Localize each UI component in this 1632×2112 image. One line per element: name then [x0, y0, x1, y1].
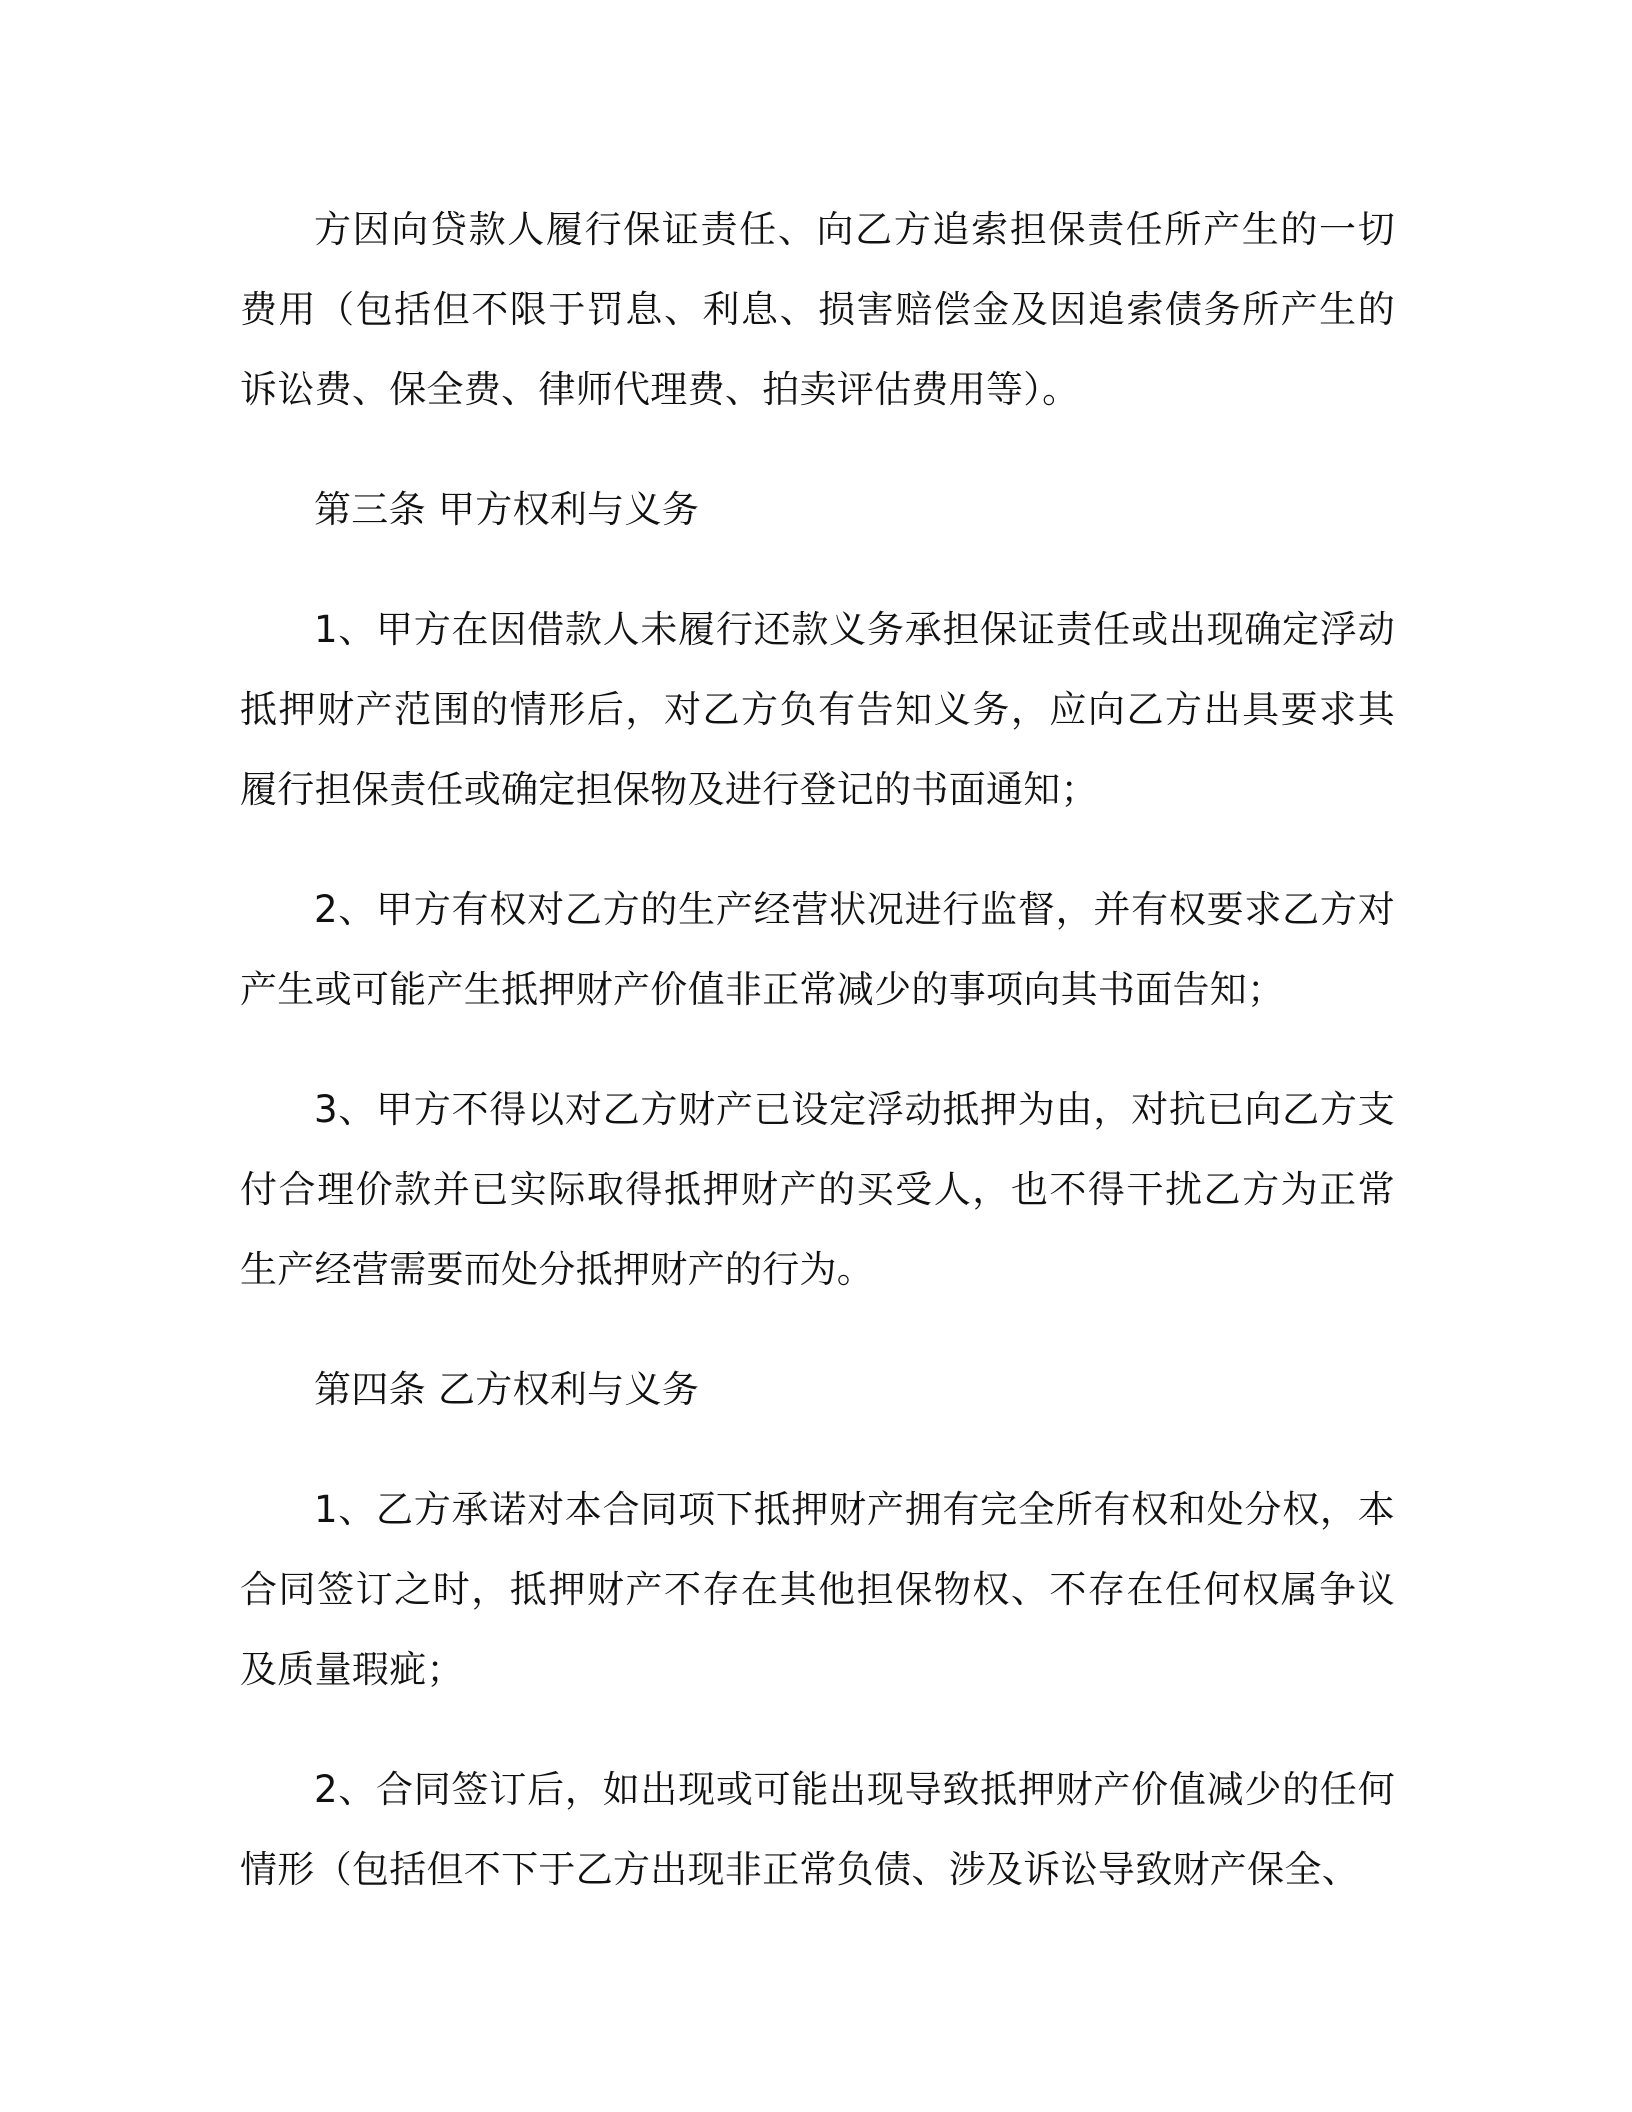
article-3-clause-2: 2、甲方有权对乙方的生产经营状况进行监督，并有权要求乙方对产生或可能产生抵押财产价值非正常减少的事项向其书面告知； [240, 888, 1395, 1011]
paragraph-continuation: 方因向贷款人履行保证责任、向乙方追索担保责任所产生的一切费用（包括但不限于罚息、利息、损害赔偿金及因追索债务所产生的诉讼费、保全费、律师代理费、拍卖评估费用等）。 [240, 208, 1395, 411]
article-4-heading: 第四条 乙方权利与义务 [314, 1368, 700, 1411]
article-3-heading: 第三条 甲方权利与义务 [314, 488, 700, 531]
article-3-clause-3: 3、甲方不得以对乙方财产已设定浮动抵押为由，对抗已向乙方支付合理价款并已实际取得抵押财产的买受人，也不得干扰乙方为正常生产经营需要而处分抵押财产的行为。 [240, 1088, 1395, 1291]
document-body [240, 190, 1395, 1950]
article-4-clause-1: 1、乙方承诺对本合同项下抵押财产拥有完全所有权和处分权，本合同签订之时，抵押财产不存在其他担保物权、不存在任何权属争议及质量瑕疵； [240, 1488, 1395, 1691]
article-4-clause-2: 2、合同签订后，如出现或可能出现导致抵押财产价值减少的任何情形（包括但不下于乙方出现非正常负债、涉及诉讼导致财产保全、 [240, 1768, 1395, 1891]
article-3-clause-1: 1、甲方在因借款人未履行还款义务承担保证责任或出现确定浮动抵押财产范围的情形后，对乙方负有告知义务，应向乙方出具要求其履行担保责任或确定担保物及进行登记的书面通知； [240, 608, 1395, 811]
